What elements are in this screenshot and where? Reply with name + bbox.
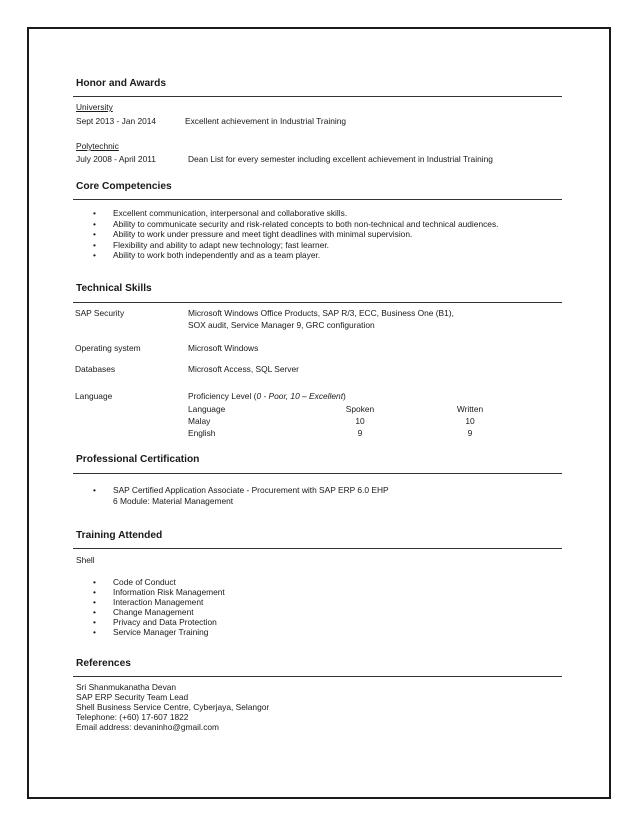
skill-value: Microsoft Access, SQL Server xyxy=(188,364,299,374)
training-company: Shell xyxy=(76,555,95,565)
written-level: 9 xyxy=(467,428,473,438)
certification-name: SAP Certified Application Associate - Procurement with SAP ERP 6.0 EHP xyxy=(113,485,389,495)
reference-email: Email address: devaninho@gmail.com xyxy=(76,722,220,732)
proficiency-scale: 0 - Poor, 10 – Excellent xyxy=(256,391,344,401)
written-header: Written xyxy=(456,404,484,414)
spoken-level: 10 xyxy=(355,416,365,426)
section-divider xyxy=(73,548,562,549)
reference-role: SAP ERP Security Team Lead xyxy=(76,692,189,702)
list-item xyxy=(93,485,389,506)
skill-value: SOX audit, Service Manager 9, GRC configuration xyxy=(188,320,375,330)
language-header: Language xyxy=(188,404,226,414)
skill-label: Operating system xyxy=(75,343,141,353)
list-item: • Ability to communicate security and risk-related concepts to both non-technical and technical audiences. xyxy=(93,219,498,230)
skill-label: Databases xyxy=(75,364,116,374)
section-title-references: References xyxy=(76,658,131,669)
reference-phone: Telephone: (+60) 17-607 1822 xyxy=(76,712,189,722)
skill-label: Language xyxy=(75,391,113,401)
list-item: • Change Management xyxy=(93,607,225,617)
honor-institution: University xyxy=(76,102,113,112)
list-item: • Information Risk Management xyxy=(93,587,225,597)
list-item: • Privacy and Data Protection xyxy=(93,617,225,627)
section-title-competencies: Core Competencies xyxy=(76,181,172,192)
certification-module: 6 Module: Material Management xyxy=(113,495,234,506)
spoken-level: 9 xyxy=(357,428,363,438)
honor-institution: Polytechnic xyxy=(76,141,119,151)
certification-list xyxy=(93,485,389,506)
honor-award: Dean List for every semester including excellent achievement in Industrial Training xyxy=(188,154,493,164)
honor-award: Excellent achievement in Industrial Training xyxy=(185,116,347,126)
language-name: English xyxy=(188,428,216,438)
skill-value: Microsoft Windows xyxy=(188,343,259,353)
section-title-technical: Technical Skills xyxy=(76,283,152,294)
section-title-training: Training Attended xyxy=(76,530,163,541)
reference-name: Sri Shanmukanatha Devan xyxy=(76,682,177,692)
training-list xyxy=(93,577,225,637)
section-title-honors: Honor and Awards xyxy=(76,78,167,89)
reference-org: Shell Business Service Centre, Cyberjaya, Selangor xyxy=(76,702,270,712)
proficiency-level: Proficiency Level (0 - Poor, 10 – Excellent) xyxy=(188,391,346,401)
section-title-certification: Professional Certification xyxy=(76,454,200,465)
language-name: Malay xyxy=(188,416,211,426)
section-divider xyxy=(73,676,562,677)
list-item: • Excellent communication, interpersonal and collaborative skills. xyxy=(93,208,498,219)
list-item: • Ability to work both independently and as a team player. xyxy=(93,250,498,261)
section-divider xyxy=(73,96,562,97)
competencies-list xyxy=(93,208,498,261)
skill-value: Microsoft Windows Office Products, SAP R/3, ECC, Business One (B1), xyxy=(188,308,454,318)
honor-dates: July 2008 - April 2011 xyxy=(76,154,156,164)
list-item: • Code of Conduct xyxy=(93,577,225,587)
section-divider xyxy=(73,302,562,303)
spoken-header: Spoken xyxy=(345,404,375,414)
list-item: • Service Manager Training xyxy=(93,627,225,637)
skill-label: SAP Security xyxy=(75,308,125,318)
written-level: 10 xyxy=(465,416,475,426)
section-divider xyxy=(73,199,562,200)
list-item: • Interaction Management xyxy=(93,597,225,607)
list-item: • Flexibility and ability to adapt new technology; fast learner. xyxy=(93,240,498,251)
section-divider xyxy=(73,473,562,474)
list-item: • Ability to work under pressure and meet tight deadlines with minimal supervision. xyxy=(93,229,498,240)
honor-dates: Sept 2013 - Jan 2014 xyxy=(76,116,157,126)
